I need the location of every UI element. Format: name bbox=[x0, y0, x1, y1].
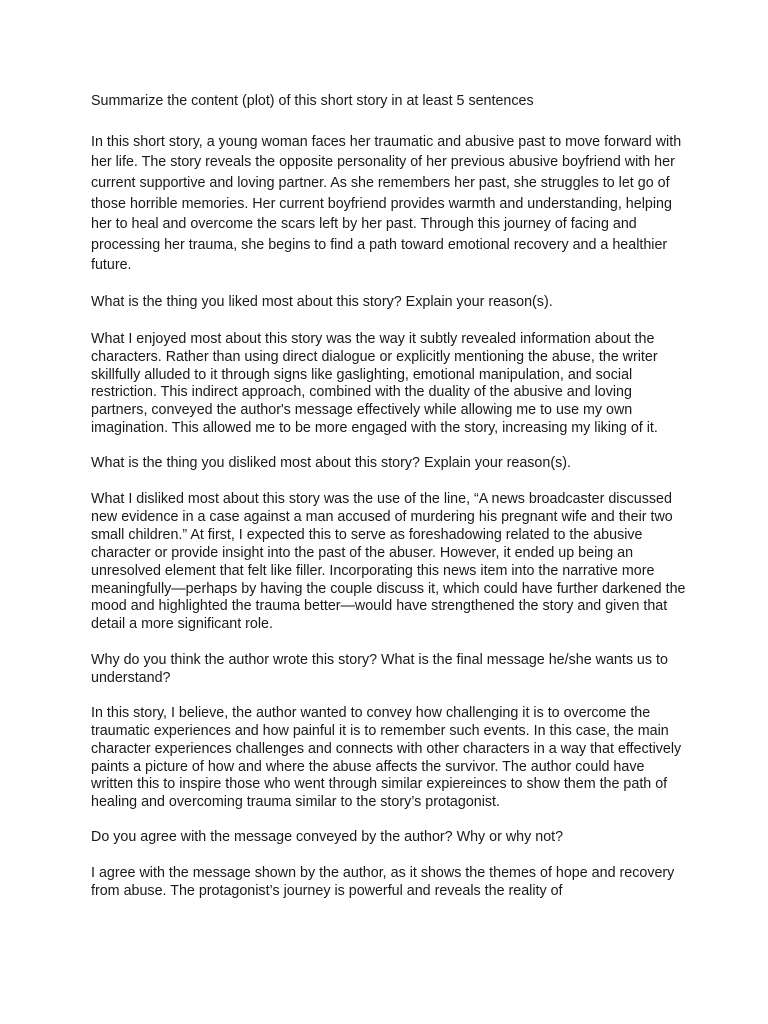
answer-disliked-most: What I disliked most about this story was the use of the line, “A news broadcaster discussed new evidence in a case against a man accused of murdering his pregnant wife and their two small children.” At first, I expected this to serve as foreshadowing related to the abusive character or provide insight into the past of the abuser. However, it ended up being an unresolved element that felt like filler. Incorporating this news item into the narrative more meaningfully—perhaps by having the couple discuss it, which could have further darkened the mood and highlighted the trauma better—would have strengthened the story and given that detail a more significant role. bbox=[91, 490, 686, 633]
answer-summary: In this short story, a young woman faces her traumatic and abusive past to move forward with her life. The story reveals the opposite personality of her previous abusive boyfriend with her current supportive and loving partner. As she remembers her past, she struggles to let go of those horrible memories. Her current boyfriend provides warmth and understanding, helping her to heal and overcome the scars left by her past. Through this journey of facing and processing her trauma, she begins to find a path toward emotional recovery and a healthier future. bbox=[91, 133, 682, 274]
document-page bbox=[91, 93, 687, 901]
question-liked-most: What is the thing you liked most about this story? Explain your reason(s). bbox=[91, 293, 553, 310]
question-summary: Summarize the content (plot) of this short story in at least 5 sentences bbox=[91, 93, 534, 109]
question-agree-message: Do you agree with the message conveyed by the author? Why or why not? bbox=[91, 829, 564, 846]
question-author-purpose: Why do you think the author wrote this story? What is the final message he/she wants us to understand? bbox=[91, 652, 668, 687]
question-disliked-most: What is the thing you disliked most about this story? Explain your reason(s). bbox=[91, 455, 571, 472]
answer-author-purpose: In this story, I believe, the author wanted to convey how challenging it is to overcome the traumatic experiences and how painful it is to remember such events. In this case, the main character experiences challenges and connects with other characters in a way that effectively paints a picture of how and where the abuse affects the survivor. The author could have written this to inspire those who went through similar expiereinces to show them the path of healing and overcoming trauma similar to the story’s protagonist. bbox=[91, 704, 682, 811]
answer-agree-message: I agree with the message shown by the author, as it shows the themes of hope and recovery from abuse. The protagonist’s journey is powerful and reveals the reality of bbox=[91, 865, 675, 899]
answer-liked-most: What I enjoyed most about this story was the way it subtly revealed information about the characters. Rather than using direct dialogue or explicitly mentioning the abuse, the writer skillfully alluded to it through signs like gaslighting, emotional manipulation, and social restriction. This indirect approach, combined with the duality of the abusive and loving partners, conveyed the author's message effectively while allowing me to use my own imagination. This allowed me to be more engaged with the story, increasing my liking of it. bbox=[91, 330, 658, 437]
